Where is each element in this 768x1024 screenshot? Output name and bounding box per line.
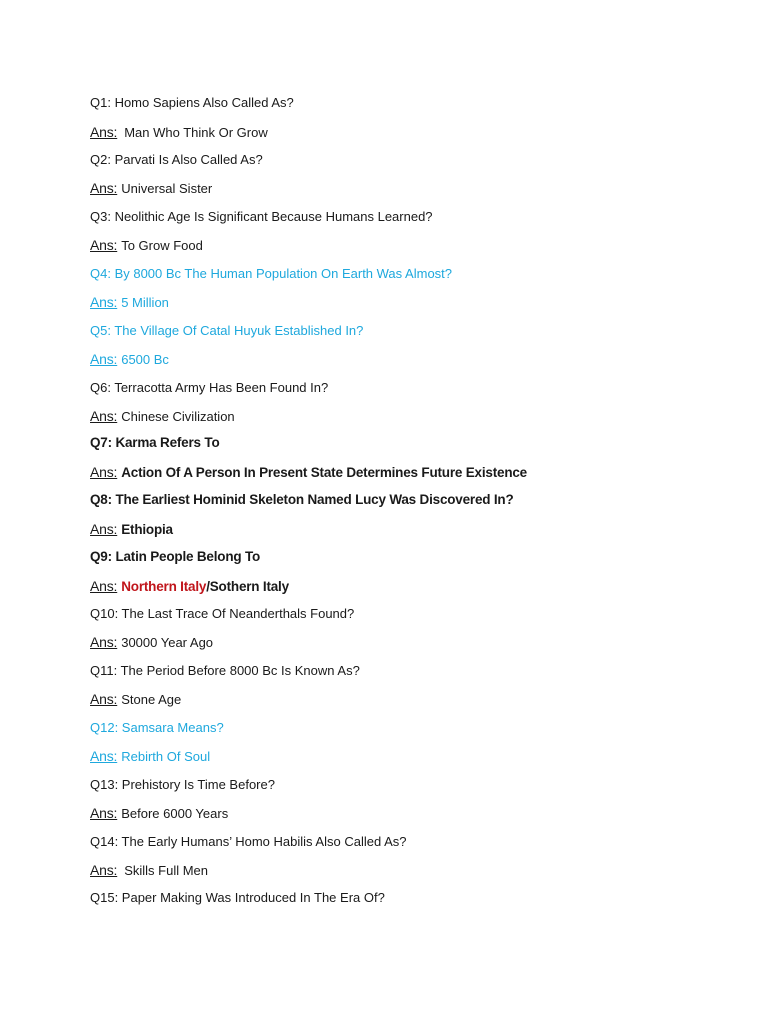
question-5 (90, 323, 363, 339)
question-text: Q12: Samsara Means? (90, 720, 224, 735)
question-text: Q14: The Early Humans’ Homo Habilis Also Called As? (90, 834, 407, 849)
answer-text: Skills Full Men (124, 863, 209, 878)
answer-2 (90, 180, 212, 196)
question-text: Q8: The Earliest Hominid Skeleton Named Lucy Was Discovered In? (90, 492, 514, 507)
question-6 (90, 380, 328, 396)
answer-1 (90, 124, 268, 140)
answer-text: 30000 Year Ago (121, 635, 214, 650)
question-7 (90, 435, 220, 451)
answer-14 (90, 862, 208, 878)
answer-9 (90, 578, 289, 594)
question-text: Q6: Terracotta Army Has Been Found In? (90, 380, 329, 395)
answer-text: Before 6000 Years (121, 806, 229, 821)
question-text: Q10: The Last Trace Of Neanderthals Found? (90, 606, 355, 621)
answer-text: Action Of A Person In Present State Determines Future Existence (121, 465, 527, 480)
answer-text: 6500 Bc (121, 352, 169, 367)
question-text: Q9: Latin People Belong To (90, 549, 261, 564)
answer-text: 5 Million (121, 295, 169, 310)
answer-label: Ans: (90, 805, 118, 821)
answer-10 (90, 634, 213, 650)
answer-text: Rebirth Of Soul (121, 749, 211, 764)
answer-text-highlight: Northern Italy (121, 579, 207, 594)
question-text: Q2: Parvati Is Also Called As? (90, 152, 263, 167)
answer-label: Ans: (90, 294, 118, 310)
answer-label: Ans: (90, 521, 118, 537)
question-11 (90, 663, 360, 679)
answer-5 (90, 351, 169, 367)
answer-label: Ans: (90, 351, 118, 367)
answer-label: Ans: (90, 862, 118, 878)
answer-12 (90, 748, 210, 764)
question-8 (90, 492, 514, 508)
question-4 (90, 266, 452, 282)
answer-label: Ans: (90, 691, 118, 707)
answer-label: Ans: (90, 748, 118, 764)
question-9 (90, 549, 260, 565)
answer-label: Ans: (90, 180, 118, 196)
answer-4 (90, 294, 169, 310)
answer-label: Ans: (90, 124, 118, 140)
question-14 (90, 834, 406, 850)
question-text: Q11: The Period Before 8000 Bc Is Known As? (90, 663, 360, 678)
question-text: Q7: Karma Refers To (90, 435, 220, 450)
answer-text: Ethiopia (121, 522, 173, 537)
answer-text: Man Who Think Or Grow (124, 125, 268, 140)
answer-7 (90, 464, 527, 480)
answer-label: Ans: (90, 634, 118, 650)
question-10 (90, 606, 354, 622)
answer-text: Stone Age (121, 692, 182, 707)
answer-6 (90, 408, 235, 424)
question-2 (90, 152, 263, 168)
question-text: Q13: Prehistory Is Time Before? (90, 777, 275, 792)
question-text: Q15: Paper Making Was Introduced In The Era Of? (90, 890, 385, 905)
answer-label: Ans: (90, 237, 118, 253)
question-text: Q4: By 8000 Bc The Human Population On Earth Was Almost? (90, 266, 453, 281)
answer-label: Ans: (90, 578, 118, 594)
answer-text: Chinese Civilization (121, 409, 235, 424)
question-13 (90, 777, 275, 793)
question-text: Q3: Neolithic Age Is Significant Because Humans Learned? (90, 209, 433, 224)
question-text: Q5: The Village Of Catal Huyuk Established In? (90, 323, 364, 338)
answer-8 (90, 521, 173, 537)
question-1 (90, 95, 294, 111)
answer-label: Ans: (90, 408, 118, 424)
answer-13 (90, 805, 228, 821)
answer-text: Sothern Italy (209, 579, 289, 594)
answer-11 (90, 691, 181, 707)
answer-text: Universal Sister (121, 181, 213, 196)
answer-separator: / (206, 579, 210, 594)
question-12 (90, 720, 224, 736)
question-text: Q1: Homo Sapiens Also Called As? (90, 95, 294, 110)
answer-3 (90, 237, 203, 253)
answer-label: Ans: (90, 464, 118, 480)
question-15 (90, 890, 385, 906)
answer-text: To Grow Food (121, 238, 203, 253)
question-3 (90, 209, 433, 225)
